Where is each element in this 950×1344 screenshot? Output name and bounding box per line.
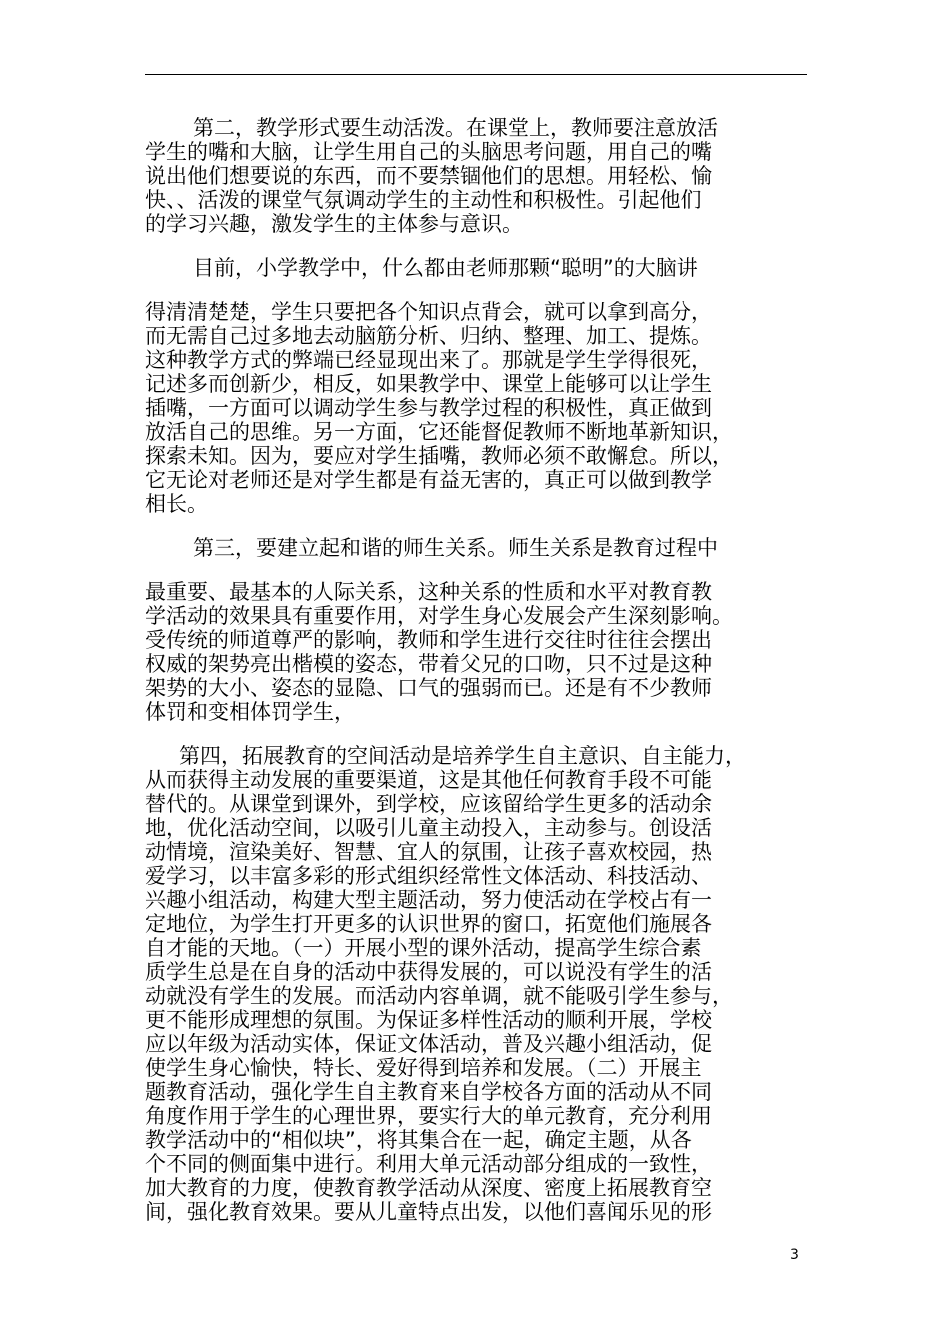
paragraph-teaching-form	[145, 116, 807, 236]
text-line: 探索未知。因为，要应对学生插嘴，教师必须不敢懈怠。所以，	[145, 444, 733, 468]
text-line: 第三，要建立起和谐的师生关系。师生关系是教育过程中	[193, 536, 718, 560]
text-line: 爱学习，以丰富多彩的形式组织经常性文体活动、科技活动、	[145, 864, 712, 888]
text-line: 质学生总是在自身的活动中获得发展的，可以说没有学生的活	[145, 960, 712, 984]
paragraph-current-teaching	[145, 256, 807, 516]
text-line: 相长。	[145, 492, 208, 516]
text-line: 应以年级为活动实体，保证文体活动，普及兴趣小组活动，促	[145, 1032, 712, 1056]
text-line: 的学习兴趣，激发学生的主体参与意识。	[145, 212, 523, 236]
text-line: 替代的。从课堂到课外，到学校，应该留给学生更多的活动余	[145, 792, 712, 816]
text-line: 目前，小学教学中，什么都由老师那颗“聪明”的大脑讲	[193, 256, 698, 280]
text-line: 更不能形成理想的氛围。为保证多样性活动的顺利开展，学校	[145, 1008, 712, 1032]
line-spacer	[145, 560, 807, 580]
text-line: 得清清楚楚，学生只要把各个知识点背会，就可以拿到高分，	[145, 300, 712, 324]
text-line: 这种教学方式的弊端已经显现出来了。那就是学生学得很死，	[145, 348, 712, 372]
paragraph-teacher-student-relationship	[145, 536, 807, 724]
line-spacer	[145, 280, 807, 300]
text-line: 最重要、最基本的人际关系，这种关系的性质和水平对教育教	[145, 580, 712, 604]
text-line: 记述多而创新少，相反，如果教学中、课堂上能够可以让学生	[145, 372, 712, 396]
header-rule	[145, 74, 807, 75]
text-line: 说出他们想要说的东西，而不要禁锢他们的思想。用轻松、愉	[145, 164, 712, 188]
text-line: 从而获得主动发展的重要渠道，这是其他任何教育手段不可能	[145, 768, 712, 792]
text-line: 角度作用于学生的心理世界，要实行大的单元教育，充分利用	[145, 1104, 712, 1128]
text-line: 第四，拓展教育的空间活动是培养学生自主意识、自主能力，	[179, 744, 746, 768]
paragraph-spacer	[145, 236, 807, 256]
text-line: 动就没有学生的发展。而活动内容单调，就不能吸引学生参与，	[145, 984, 733, 1008]
text-line: 个不同的侧面集中进行。利用大单元活动部分组成的一致性，	[145, 1152, 712, 1176]
text-line: 学生的嘴和大脑，让学生用自己的头脑思考问题，用自己的嘴	[145, 140, 712, 164]
text-line: 学活动的效果具有重要作用，对学生身心发展会产生深刻影响。	[145, 604, 733, 628]
text-line: 架势的大小、姿态的显隐、口气的强弱而已。还是有不少教师	[145, 676, 712, 700]
text-line: 兴趣小组活动，构建大型主题活动，努力使活动在学校占有一	[145, 888, 712, 912]
text-line: 权威的架势亮出楷模的姿态，带着父兄的口吻，只不过是这种	[145, 652, 712, 676]
text-line: 加大教育的力度，使教育教学活动从深度、密度上拓展教育空	[145, 1176, 712, 1200]
paragraph-spacer	[145, 724, 807, 744]
text-line: 放活自己的思维。另一方面，它还能督促教师不断地革新知识，	[145, 420, 733, 444]
text-line: 题教育活动，强化学生自主教育来自学校各方面的活动从不同	[145, 1080, 712, 1104]
text-line: 快、、活泼的课堂气氛调动学生的主动性和积极性。引起他们	[145, 188, 702, 212]
text-line: 而无需自己过多地去动脑筋分析、归纳、整理、加工、提炼。	[145, 324, 712, 348]
document-body	[145, 116, 807, 1224]
text-line: 它无论对老师还是对学生都是有益无害的，真正可以做到教学	[145, 468, 712, 492]
text-line: 自才能的天地。（一）开展小型的课外活动，提高学生综合素	[145, 936, 702, 960]
text-line: 使学生身心愉快，特长、爱好得到培养和发展。（二）开展主	[145, 1056, 702, 1080]
text-line: 插嘴，一方面可以调动学生参与教学过程的积极性，真正做到	[145, 396, 712, 420]
text-line: 地，优化活动空间，以吸引儿童主动投入，主动参与。创设活	[145, 816, 712, 840]
text-line: 教学活动中的“相似块”，将其集合在一起，确定主题，从各	[145, 1128, 692, 1152]
text-line: 动情境，渲染美好、智慧、宜人的氛围，让孩子喜欢校园，热	[145, 840, 712, 864]
text-line: 间，强化教育效果。要从儿童特点出发，以他们喜闻乐见的形	[145, 1200, 712, 1224]
text-line: 受传统的师道尊严的影响，教师和学生进行交往时往往会摆出	[145, 628, 712, 652]
text-line: 第二，教学形式要生动活泼。在课堂上，教师要注意放活	[193, 116, 718, 140]
text-line: 体罚和变相体罚学生，	[145, 700, 355, 724]
paragraph-expand-activities	[145, 744, 807, 1224]
paragraph-spacer	[145, 516, 807, 536]
text-line: 定地位，为学生打开更多的认识世界的窗口，拓宽他们施展各	[145, 912, 712, 936]
page-number: 3	[790, 1247, 799, 1263]
